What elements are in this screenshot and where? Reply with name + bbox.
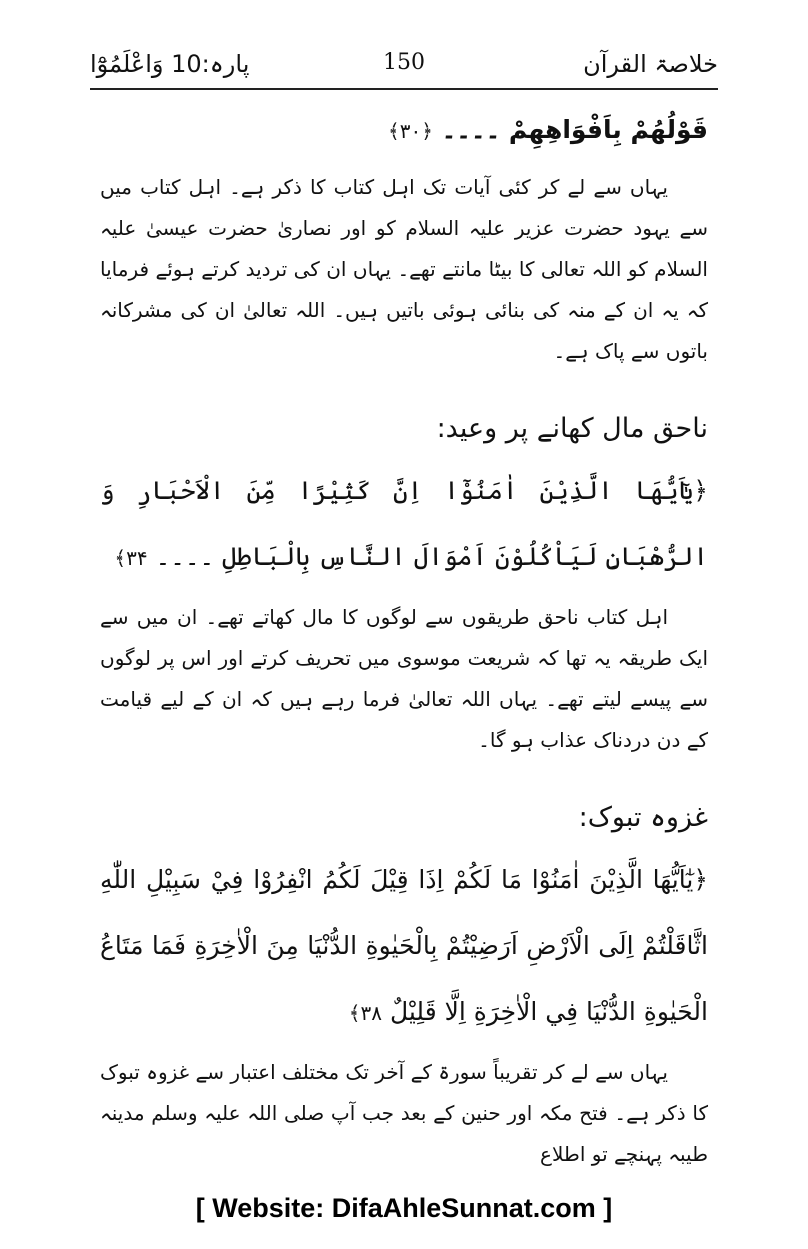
para-label: پارہ:10 وَاعْلَمُوْٓا	[90, 50, 250, 78]
verse-text: قَوْلُهُمْ بِاَفْوَاهِهِمْ ۔۔۔۔	[441, 115, 708, 144]
verse-heading	[100, 100, 708, 161]
paragraph: اہل کتاب ناحق طریقوں سے لوگوں کا مال کھاتے تھے۔ ان میں سے ایک طریقہ یہ تھا کہ شریعت موسوی میں تحریف کرتے اور اس پر لوگوں سے پیسے لیتے تھے۔ یہاں اللہ تعالیٰ فرما رہے ہیں کہ ان کے لیے قیامت کے دن دردناک عذاب ہو گا۔	[100, 605, 708, 752]
verse-reference: ۳۸﴾	[348, 1001, 382, 1025]
page-content	[100, 100, 708, 1175]
arabic-verse	[100, 847, 708, 1046]
verse-reference: ۳۴﴾	[114, 546, 148, 570]
paragraph: یہاں سے لے کر تقریباً سورۃ کے آخر تک مختلف اعتبار سے غزوہ تبوک کا ذکر ہے۔ فتح مکہ اور حنین کے بعد جب آپ صلی اللہ علیہ وسلم مدینہ طیبہ پہنچے تو اطلاع	[100, 1060, 708, 1166]
page-number: 150	[383, 50, 425, 75]
book-title: خلاصۃ القرآن	[583, 50, 718, 78]
arabic-verse	[100, 458, 708, 591]
verse-text: ﴿يٰٓاَيُّهَا الَّذِيْنَ اٰمَنُوْٓا اِنَّ كَثِيْرًا مِّنَ الْاَحْبَارِ وَ الرُّهْبَانِ لَيَاْكُلُوْنَ اَمْوَالَ النَّاسِ بِالْبَاطِلِ ۔۔۔۔	[100, 476, 708, 571]
section-heading: ناحق مال کھانے پر وعید:	[436, 413, 708, 444]
page-header	[90, 44, 718, 90]
section-heading: غزوہ تبوک:	[578, 802, 708, 833]
paragraph: یہاں سے لے کر کئی آیات تک اہل کتاب کا ذکر ہے۔ اہل کتاب میں سے یہود حضرت عزیر علیہ السلام کو اور نصاریٰ حضرت عیسیٰ علیہ السلام کو اللہ تعالی کا بیٹا مانتے تھے۔ یہاں ان کی تردید کرتے ہوئے فرمایا کہ یہ ان کے منہ کی بنائی ہوئی باتیں ہیں۔ اللہ تعالیٰ ان کی مشرکانہ باتوں سے پاک ہے۔	[100, 175, 708, 363]
verse-reference: ﴿۳۰﴾	[387, 119, 433, 143]
website-footer: [ Website: DifaAhleSunnat.com ]	[195, 1193, 613, 1223]
verse-text: ﴿يٰٓاَيُّهَا الَّذِيْنَ اٰمَنُوْا مَا لَكُمْ اِذَا قِيْلَ لَكُمُ انْفِرُوْا فِيْ سَبِيْلِ اللّٰهِ اثَّاقَلْتُمْ اِلَى الْاَرْضِ اَرَضِيْتُمْ بِالْحَيٰوةِ الدُّنْيَا مِنَ الْاٰخِرَةِ فَمَا مَتَاعُ الْحَيٰوةِ الدُّنْيَا فِي الْاٰخِرَةِ اِلَّا قَلِيْلٌ	[100, 865, 708, 1026]
